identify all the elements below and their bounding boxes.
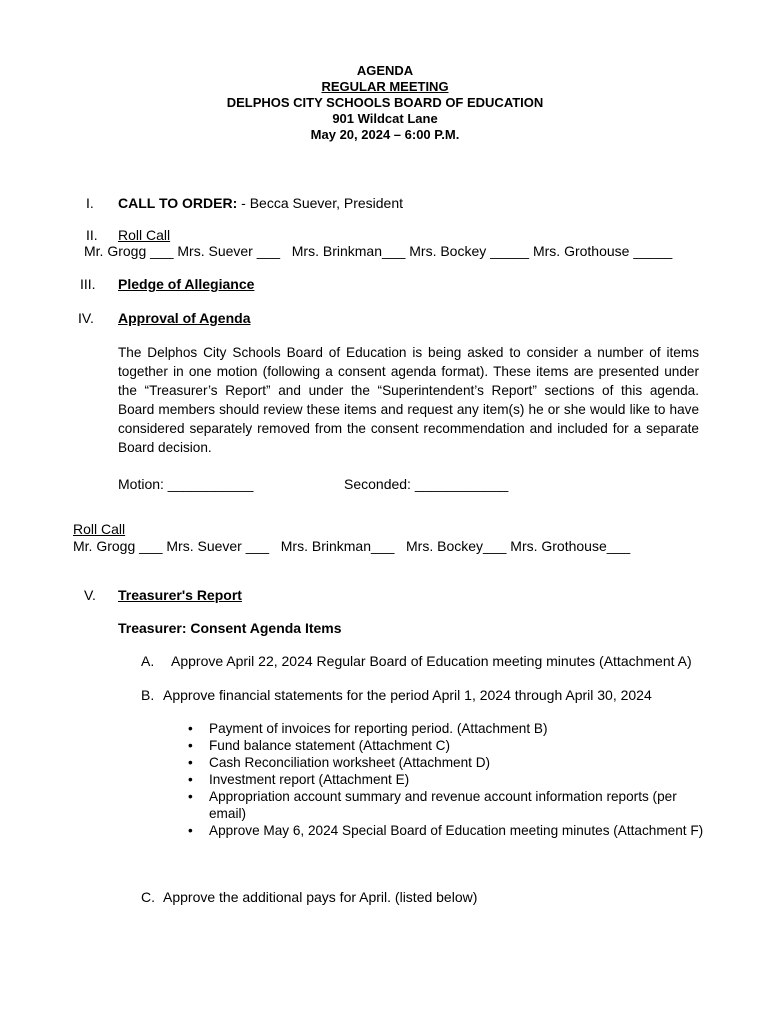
agenda-header — [0, 63, 770, 143]
section-5-numeral: V. — [84, 587, 96, 603]
roll-call-members: Mr. Grogg ___ Mrs. Suever ___ Mrs. Brinkman___ Mrs. Bockey _____ Mrs. Grothouse _____ — [84, 243, 673, 259]
roll-call-2-title: Roll Call — [73, 521, 126, 537]
item-b-letter: B. — [141, 687, 155, 703]
meeting-type: REGULAR MEETING — [321, 79, 449, 94]
item-c-letter: C. — [141, 889, 155, 905]
item-a-text: Approve April 22, 2024 Regular Board of Education meeting minutes (Attachment A) — [171, 653, 692, 669]
agenda-title: AGENDA — [356, 63, 414, 78]
consent-items-subtitle: Treasurer: Consent Agenda Items — [118, 620, 342, 636]
call-to-order-label: CALL TO ORDER: — [118, 195, 238, 211]
paragraph-line: considered separately removed from the consent recommendation and included for a separate — [118, 421, 699, 436]
motion-line: Motion: ___________ — [118, 476, 254, 492]
list-item: • Cash Reconciliation worksheet (Attachment D) — [188, 754, 708, 771]
treasurer-report-title: Treasurer's Report — [118, 587, 242, 603]
paragraph-line: The Delphos City Schools Board of Education is being asked to consider a number of items — [118, 345, 699, 360]
item-b-text: Approve financial statements for the period April 1, 2024 through April 30, 2024 — [163, 687, 652, 703]
item-a-letter: A. — [141, 653, 155, 669]
pledge-title: Pledge of Allegiance — [118, 276, 255, 292]
section-4-numeral: IV. — [78, 310, 94, 326]
call-to-order-text: - Becca Suever, President — [237, 195, 404, 211]
paragraph-line: Board decision. — [118, 440, 212, 455]
section-3-numeral: III. — [80, 276, 96, 292]
section-1-numeral: I. — [86, 195, 94, 211]
approval-title: Approval of Agenda — [118, 310, 251, 326]
list-item: • Investment report (Attachment E) — [188, 771, 708, 788]
list-item: • Fund balance statement (Attachment C) — [188, 737, 708, 754]
seconded-line: Seconded: ____________ — [344, 476, 509, 492]
list-item: • Payment of invoices for reporting period. (Attachment B) — [188, 720, 708, 737]
roll-call-2-members: Mr. Grogg ___ Mrs. Suever ___ Mrs. Brinkman___ Mrs. Bockey___ Mrs. Grothouse___ — [73, 538, 631, 554]
list-item: • Appropriation account summary and revenue account information reports (per email) — [188, 788, 708, 822]
section-2-numeral: II. — [86, 227, 98, 243]
item-c-text: Approve the additional pays for April. (listed below) — [163, 889, 478, 905]
meeting-date-time: May 20, 2024 – 6:00 P.M. — [310, 127, 460, 142]
paragraph-line: Board members should review these items and request any item(s) he or she would like to have — [118, 402, 699, 417]
board-name: DELPHOS CITY SCHOOLS BOARD OF EDUCATION — [226, 95, 544, 110]
board-address: 901 Wildcat Lane — [332, 111, 438, 126]
call-to-order — [118, 195, 403, 211]
paragraph-line: together in one motion (following a consent agenda format). These items are presented under — [118, 364, 699, 379]
financial-statements-list — [188, 720, 708, 839]
roll-call-title: Roll Call — [118, 227, 171, 243]
list-item: • Approve May 6, 2024 Special Board of Education meeting minutes (Attachment F) — [188, 822, 708, 839]
paragraph-line: the “Treasurer’s Report” and under the “Superintendent’s Report” sections of this agenda. — [118, 383, 699, 398]
consent-paragraph — [118, 343, 699, 457]
